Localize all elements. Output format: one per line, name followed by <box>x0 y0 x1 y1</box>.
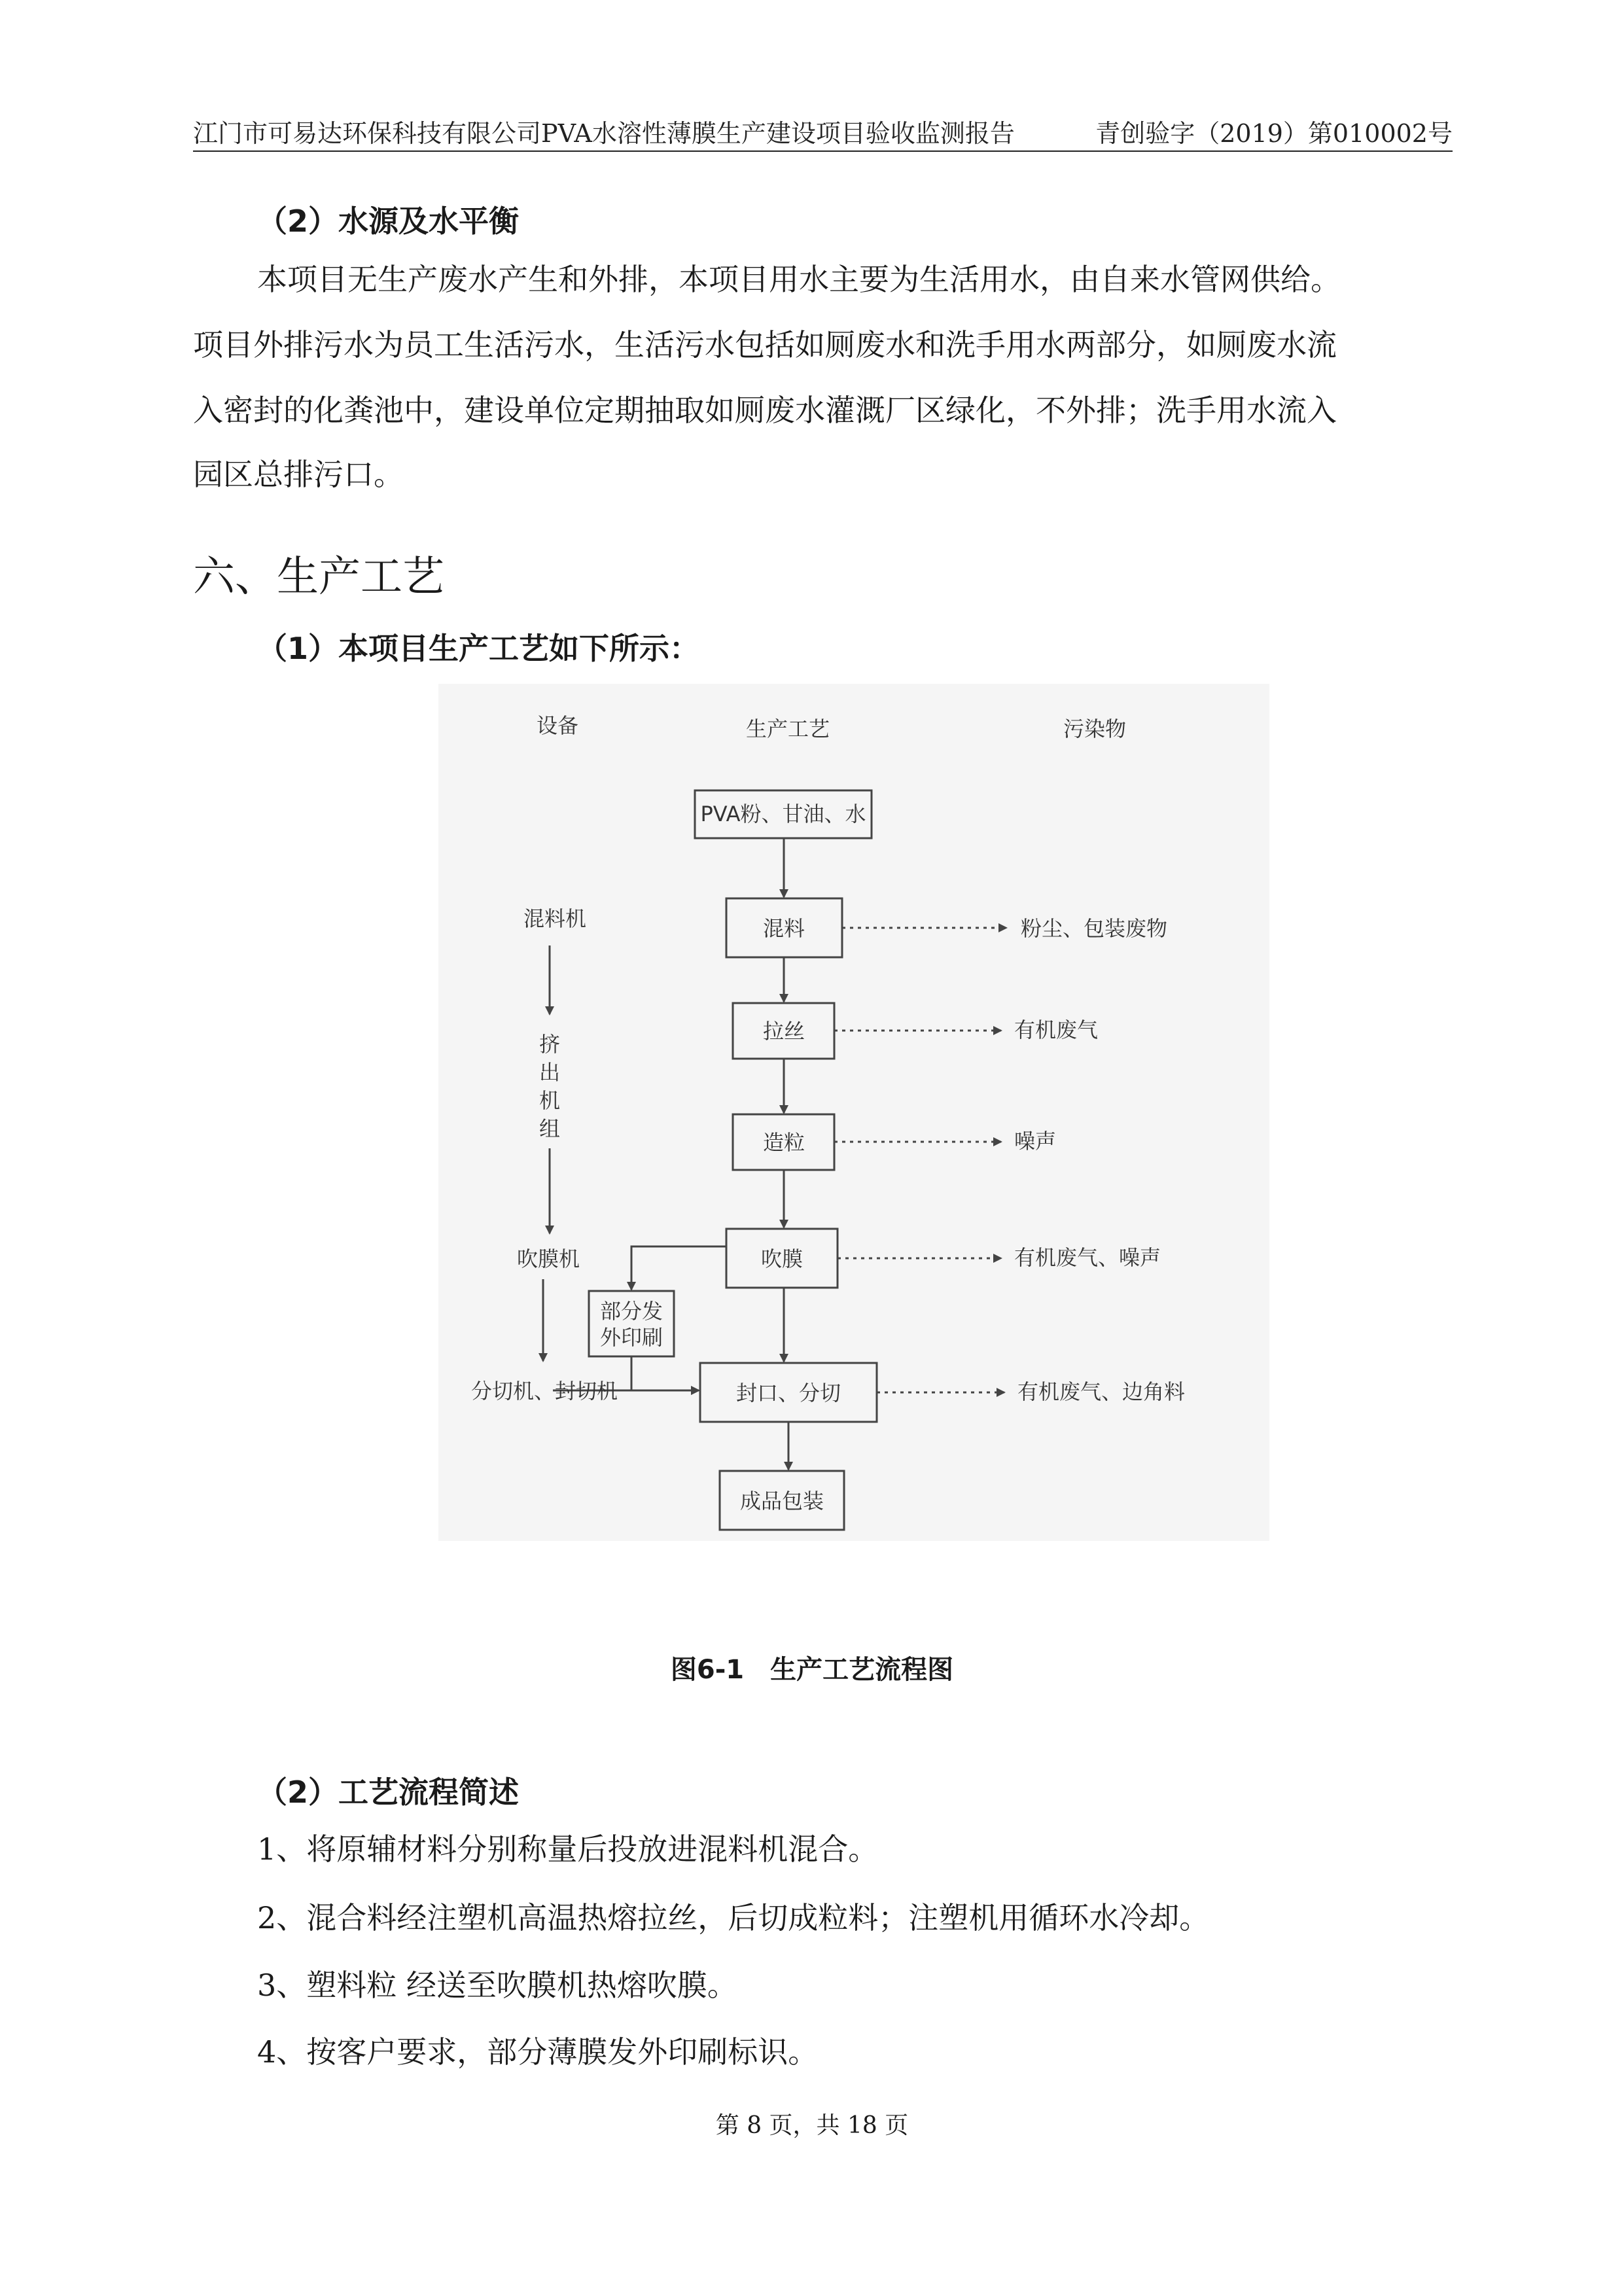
pollutant-label-drawing: 有机废气 <box>1014 1017 1099 1042</box>
equipment-label-extruder-1: 挤 <box>538 1032 561 1057</box>
water-paragraph-line-1: 本项目无生产废水产生和外排，本项目用水主要为生活用水，由自来水管网供给。 <box>257 262 1341 297</box>
equipment-label-blower: 吹膜机 <box>517 1246 580 1271</box>
process-summary-item-3: 3、塑料粒 经送至吹膜机热熔吹膜。 <box>257 1968 737 2003</box>
page-footer: 第 8 页，共 18 页 <box>715 2112 909 2139</box>
process-summary-item-4: 4、按客户要求，部分薄膜发外印刷标识。 <box>257 2034 819 2070</box>
pollutant-label-mixing: 粉尘、包装废物 <box>1021 916 1168 941</box>
header-report-title: 江门市可易达环保科技有限公司PVA水溶性薄膜生产建设项目验收监测报告 <box>193 119 1015 148</box>
water-paragraph-line-3: 入密封的化粪池中，建设单位定期抽取如厕废水灌溉厂区绿化，不外排；洗手用水流入 <box>193 393 1337 428</box>
step-label-mixing: 混料 <box>762 916 805 941</box>
step-label-blowing: 吹膜 <box>760 1246 803 1271</box>
pollutant-label-blowing: 有机废气、噪声 <box>1014 1245 1161 1270</box>
equipment-label-extruder-2: 出 <box>538 1060 561 1085</box>
water-balance-heading: （2）水源及水平衡 <box>257 203 520 239</box>
page-header <box>193 116 1453 152</box>
process-subheading: （1）本项目生产工艺如下所示： <box>257 631 700 666</box>
arrow-printing-to-sealing <box>631 1356 699 1390</box>
process-summary-item-1: 1、将原辅材料分别称量后投放进混料机混合。 <box>257 1831 879 1867</box>
section-title: 六、生产工艺 <box>193 553 444 601</box>
column-header-pollutants: 污染物 <box>1063 716 1127 741</box>
process-summary-item-2: 2、混合料经注塑机高温热熔拉丝，后切成粒料；注塑机用循环水冷却。 <box>257 1900 1210 1935</box>
water-paragraph-line-4: 园区总排污口。 <box>193 457 404 492</box>
flowchart-svg <box>438 684 1269 1541</box>
step-label-printing-line-1: 部分发 <box>599 1299 663 1324</box>
step-label-pelletizing: 造粒 <box>762 1130 805 1155</box>
step-label-drawing: 拉丝 <box>762 1019 805 1044</box>
equipment-label-extruder-3: 机 <box>538 1088 561 1113</box>
water-paragraph-line-2: 项目外排污水为员工生活污水，生活污水包括如厕废水和洗手用水两部分，如厕废水流 <box>193 327 1337 362</box>
pollutant-label-sealing: 有机废气、边角料 <box>1017 1379 1186 1404</box>
step-label-raw-materials: PVA粉、甘油、水 <box>700 802 866 826</box>
equipment-label-mixer: 混料机 <box>523 906 587 931</box>
step-label-packaging: 成品包装 <box>739 1489 824 1513</box>
column-header-process: 生产工艺 <box>746 716 830 741</box>
equipment-label-cutter: 分切机、封切机 <box>471 1379 618 1404</box>
step-label-sealing-cutting: 封口、分切 <box>735 1381 841 1405</box>
column-header-equipment: 设备 <box>537 713 579 738</box>
figure-caption: 图6-1 生产工艺流程图 <box>670 1655 954 1685</box>
step-label-printing-line-2: 外印刷 <box>599 1325 663 1350</box>
arrow-blowing-to-printing <box>631 1246 726 1290</box>
header-report-number: 青创验字（2019）第010002号 <box>1095 119 1453 148</box>
process-summary-heading: （2）工艺流程简述 <box>257 1775 520 1810</box>
process-flowchart <box>438 684 1269 1541</box>
equipment-label-extruder-4: 组 <box>538 1116 561 1141</box>
pollutant-label-pelletizing: 噪声 <box>1014 1129 1057 1154</box>
